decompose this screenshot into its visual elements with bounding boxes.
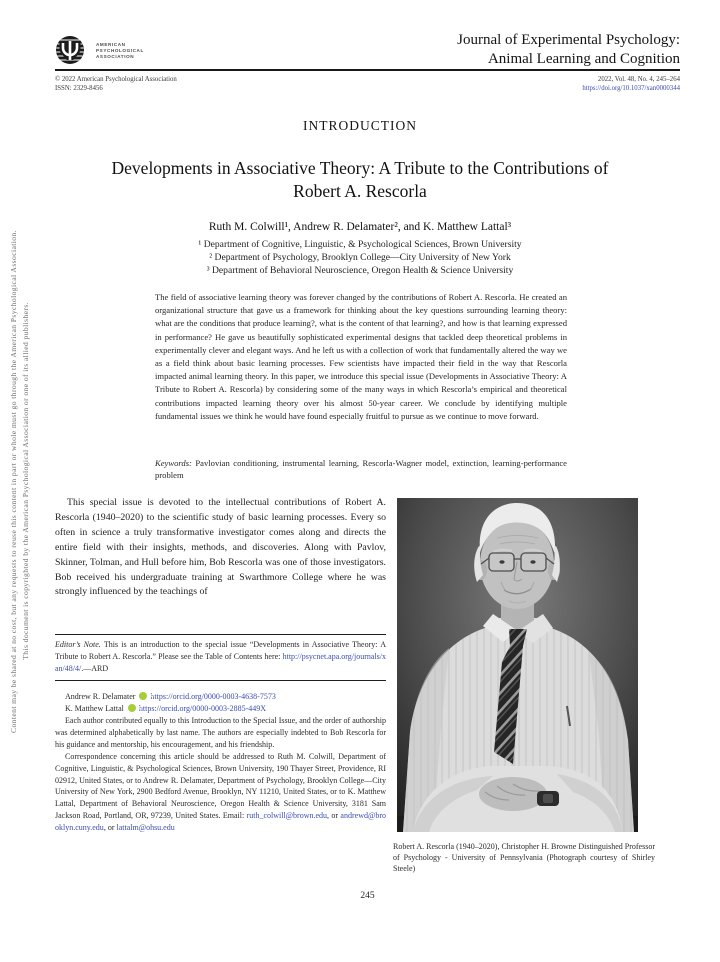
rescorla-portrait-photo xyxy=(397,498,638,832)
copyright-sidebar-line1: This document is copyrighted by the American Psychological Association or one of its allied publishers. xyxy=(20,302,30,660)
copyright-issn-block xyxy=(55,76,177,93)
orcid-row-delamater xyxy=(55,691,386,703)
keywords-line xyxy=(155,458,567,481)
orcid-author-name: Andrew R. Delamater xyxy=(65,692,136,701)
copyright-sidebar-line2: Content may be shared at no cost, but any requests to reuse this content in part or whole must go through the American Psychological Association. xyxy=(8,229,18,733)
affiliation-2: ² Department of Psychology, Brooklyn College—City University of New York xyxy=(209,251,511,263)
abstract-text: The field of associative learning theory was forever changed by the contributions of Robert A. Rescorla. He created an organizational structure that gave us a framework for thinking about the key questions surrounding learning theory: what are the conditions that produce learning?, what is the content of that learning?, and how is that learning expressed in performance? He gave us beautifully sophisticated experimental designs that tackled deep theoretical problems in experimentally clever and elegant ways. And he left us with a collection of work that fundamentally altered the way we as a field think about basic learning processes. Few scientists have impacted their field in the way that Rescorla impacted animal learning theory. In this paper, we introduce this special issue (Developments in Associative Theory: A Tribute to Robert A. Rescorla) by considering some of the many ways in which Rescorla’s empirical and theoretical contributions impacted learning theory over his almost 50-year career. We conclude by identifying multiple fundamental issues we think he would have found especially fruitful to pursue as we continue to move forward. xyxy=(155,292,567,421)
email-link-delamater[interactable]: andrewd@brooklyn.cuny.edu xyxy=(55,811,386,833)
orcid-block xyxy=(55,691,386,715)
journal-title: Journal of Experimental Psychology: Animal Learning and Cognition xyxy=(457,32,680,67)
page-number: 245 xyxy=(360,891,375,901)
table-of-contents-link[interactable]: http://psycnet.apa.org/journals/xan/48/4/ xyxy=(55,651,386,673)
apa-logo-wordmark: AMERICAN PSYCHOLOGICAL ASSOCIATION xyxy=(96,42,144,59)
keywords-list: Pavlovian conditioning, instrumental learning, Rescorla-Wagner model, extinction, learning-performance problem xyxy=(155,458,567,480)
editors-note-text: This is an introduction to the special issue “Developments in Associative Theory: A Tribute to Robert A. Rescorla.” Please see the Table of Contents here: xyxy=(55,640,386,661)
affiliation-1: ¹ Department of Cognitive, Linguistic, & Psychological Sciences, Brown University xyxy=(198,239,522,250)
header-divider xyxy=(55,69,680,71)
copyright-line: © 2022 American Psychological Association xyxy=(55,76,177,83)
editors-note-suffix: .—ARD xyxy=(81,663,109,673)
author-note xyxy=(55,715,386,834)
orcid-link[interactable]: https://orcid.org/0000-0003-4638-7573 xyxy=(150,692,276,701)
body-paragraph: This special issue is devoted to the intellectual contributions of Robert A. Rescorla (1940–2020) to the scientific study of basic learning processes. Every so often in science a truly transformative investigator comes along and directs the entire field with their insights, methods, and discoveries. Along with Pavlov, Skinner, Tolman, and Hull before him, Bob Rescorla was one of those investigators. Bob received his undergraduate training at Swarthmore College where he was strongly influenced by the teachings of xyxy=(55,497,386,598)
orcid-icon xyxy=(128,704,136,712)
affiliation-3: ³ Department of Behavioral Neuroscience, Oregon Health & Science University xyxy=(206,264,514,276)
orcid-link[interactable]: https://orcid.org/0000-0003-2885-449X xyxy=(138,703,267,713)
copyright-sidebar xyxy=(4,0,34,962)
authors-line: Ruth M. Colwill¹, Andrew R. Delamater², and K. Matthew Lattal³ xyxy=(208,221,512,233)
article-title: Developments in Associative Theory: A Tribute to the Contributions of Robert A. Rescorla xyxy=(111,158,609,201)
figure-caption: Robert A. Rescorla (1940–2020), Christopher H. Browne Distinguished Professor of Psychology - University of Pennsylvania (Photograph courtesy of Shirley Steele) xyxy=(393,842,655,873)
orcid-author-name: K. Matthew Lattal xyxy=(65,703,124,713)
orcid-row-lattal xyxy=(55,703,386,715)
orcid-icon xyxy=(139,692,147,700)
issn-line: ISSN: 2329-8456 xyxy=(55,84,103,92)
keywords-label: Keywords: xyxy=(155,458,192,468)
affiliations-block xyxy=(0,239,720,277)
email-link-lattal[interactable]: lattalm@ohsu.edu xyxy=(116,823,175,833)
volume-doi-block xyxy=(582,76,680,93)
doi-link[interactable]: https://doi.org/10.1037/xan0000344 xyxy=(582,84,680,92)
body-column xyxy=(55,496,386,600)
editors-note xyxy=(55,634,386,681)
section-label: INTRODUCTION xyxy=(303,118,417,133)
contribution-note: Each author contributed equally to this Introduction to the Special Issue, and the order of authorship was determined alphabetically by last name. The authors are especially indebted to Bob Rescorla for his guidance and mentorship, his encouragement, and his friendship. xyxy=(55,716,386,749)
editors-note-label: Editor’s Note. xyxy=(55,640,101,649)
correspondence-note: Correspondence concerning this article should be addressed to Ruth M. Colwill, Department of Cognitive, Linguistic, & Psychological Sciences, Brown University, 190 Thayer Street, Providence, RI 02912, United States, or to Andrew R. Delamater, Department of Psychology, Brooklyn College—City University of New York, 2900 Bedford Avenue, Brooklyn, NY 11210, United States, or to K. Matthew Lattal, Department of Behavioral Neuroscience, Oregon Health & Science University, 3181 Sam Jackson Road, Portland, OR, 97239, United States. Email: ruth_colwill@brown.edu, or andrewd@brooklyn.cuny.edu, or lattalm@ohsu.edu xyxy=(55,751,386,833)
volume-info: 2022, Vol. 48, No. 4, 245–264 xyxy=(597,76,680,83)
email-link-colwill[interactable]: ruth_colwill@brown.edu xyxy=(246,811,328,821)
